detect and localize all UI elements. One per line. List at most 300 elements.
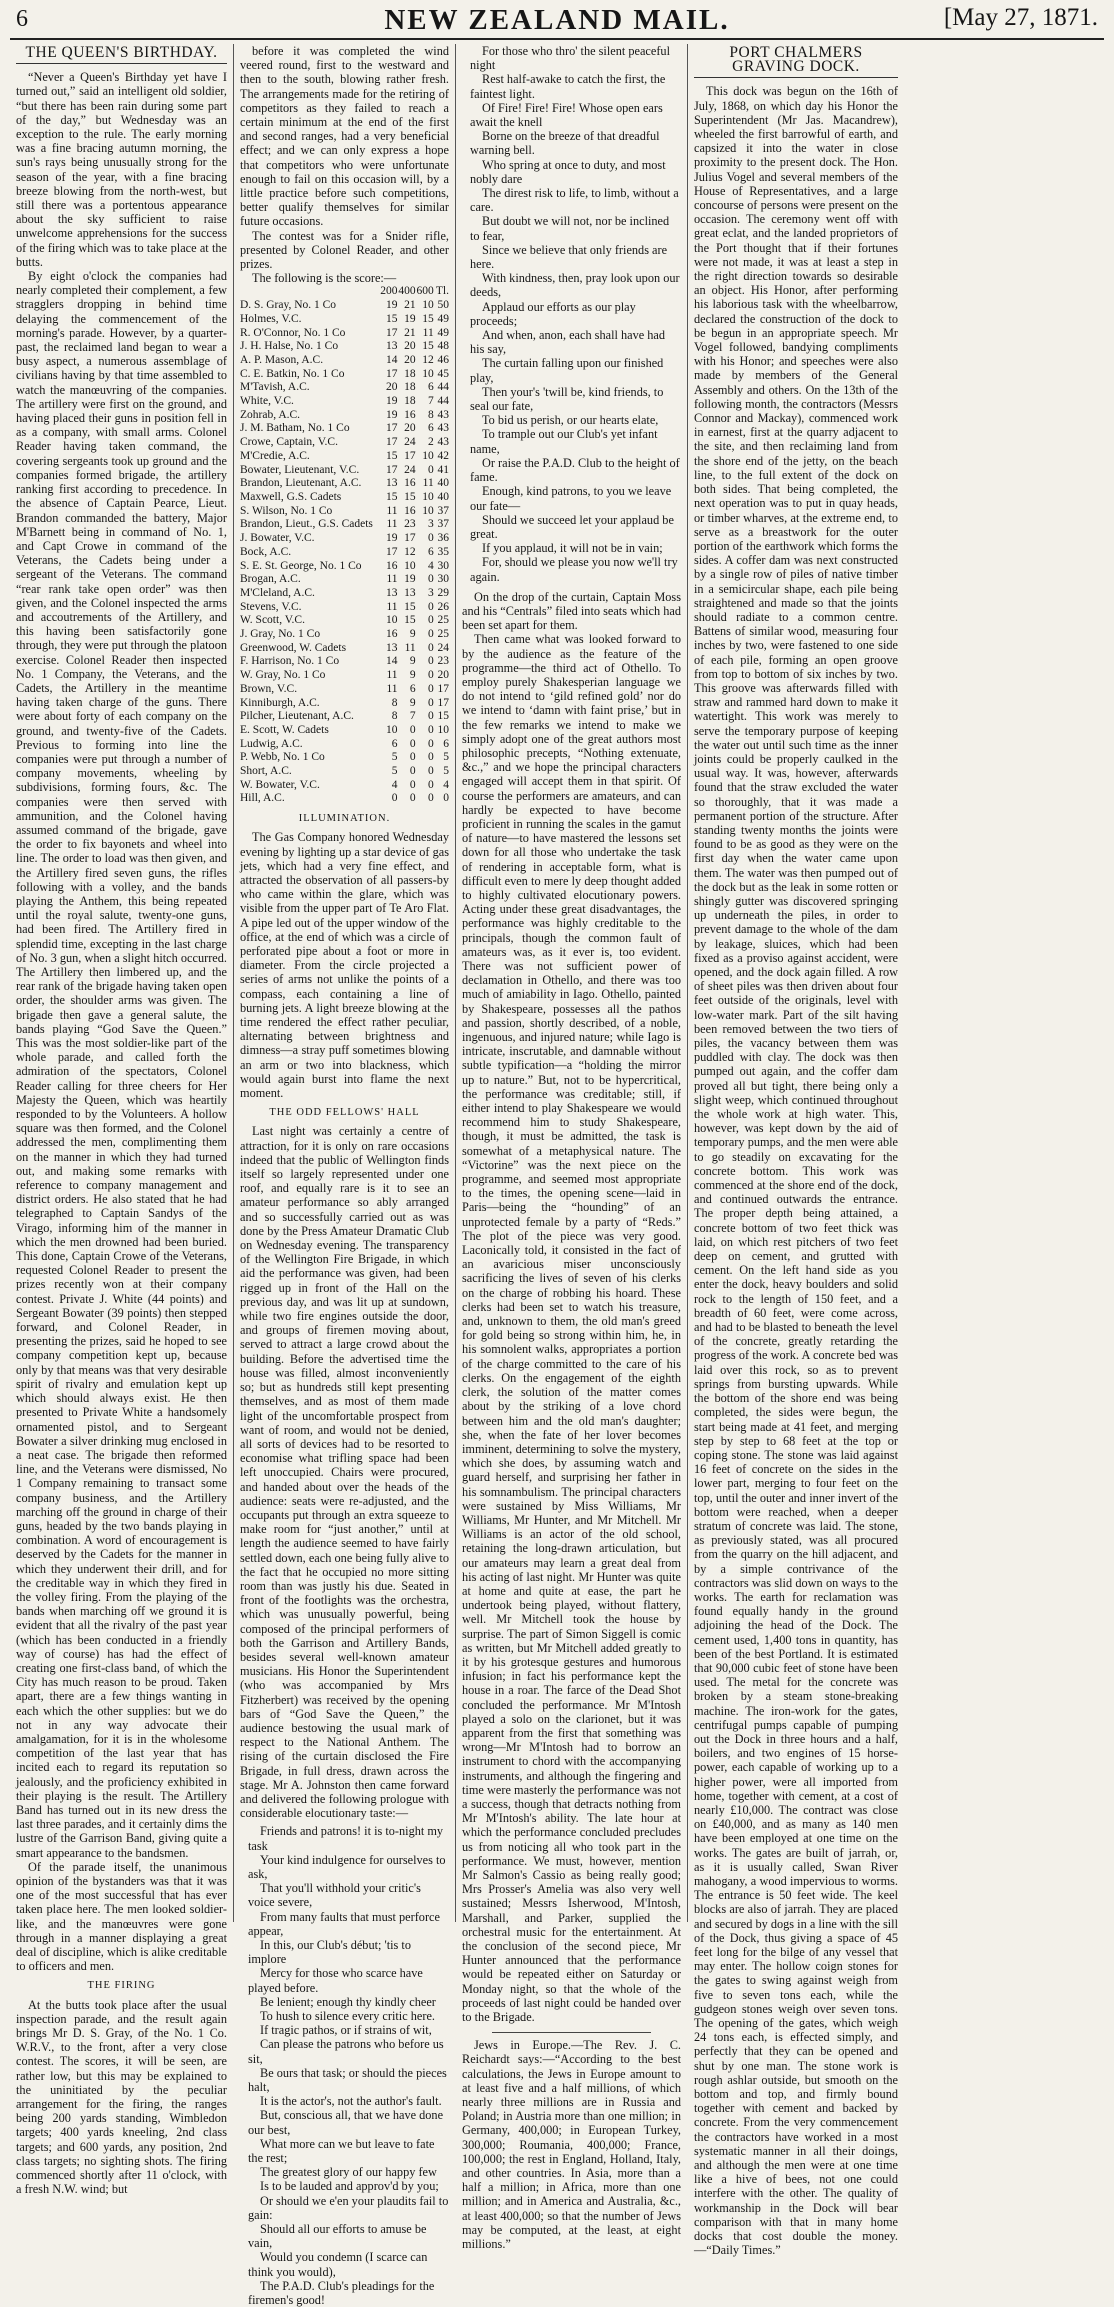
score-cell: 43: [437, 436, 449, 449]
paragraph: This dock was begun on the 16th of July, 1868, on which day his Honor the Superintendent (Mr Jas. Macandrew), wheeled the first barrowful of earth, and capsized it into the water in close proximity to the present dock. The Hon. Julius Vogel and several members of the House of Representatives, and a large concourse of persons were present on the occasion. The ceremony went off with great eclat, and the landed proprietors of the Port thought that if their fortunes were not made, it was at least a step in the right direction towards so desirable an object. His Honor, after performing his laborious task with the wheelbarrow, declared the construction of the dock to be begun in an appropriate speech. Mr Vogel followed, bandying compliments with his Honor; and speeches were also made by members of the General Assembly and others. On the 13th of the following month, the contractors (Messrs Connor and Mackay), commenced work in earnest, first at the quarry adjacent to the site, and then reclaiming land from the shore end of the jetty, on the beach line, to the full extent of the dock on both sides. That being completed, the next operation was to put in quay heads, or timber wharves, at the extreme end, to serve as a breastwork for the outer portion of the earthwork which forms the sides. A coffer dam was next constructed by a single row of piles of native timber in a semicircular shape, each pile being straightened and made so that the joints should radiate to a common centre. Battens of similar wood, measuring four inches by two, were fastened to one side of each pile, forming an open groove from top to bottom of six inches by two. This groove was afterwards filled with straw and rammed hard down to make it watertight. This work was merely to serve the temporary purpose of keeping the water out until such time as the inner joints could be properly caulked in the usual way. It was, however, afterwards found that the straw excluded the water so thoroughly, that it was made a permanent portion of the structure. After standing twenty months the joints were found to be as good as they were on the first day when the water came upon them. The water was then pumped out of the dock but as the leak in some rotten or shingly gutter was discovered springing up underneath the piles, in order to prevent damage to the whole of the dam by leakage, sluices, which had been fixed as a proviso against accident, were opened, and the dock again filled. A row of sheet piles was then driven about four feet outside of the originals, level with low-water mark. Part of the silt having been removed between the two tiers of piles, the vacancy between them was puddled with clay. The dock was then pumped out again, and the coffer dam proved all but tight, there being only a slight weep, which continued throughout the whole work at high water. This, however, was kept down by the aid of temporary pumps, and the men were able to go steadily on excavating for the concrete bottom. This work was commenced at the shore end of the dock, and continued outwards the entrance. The proper depth being attained, a concrete bottom of two feet thick was laid, on which rest pitchers of two feet deep on cement, and grutted with cement. On the left hand side as you enter the dock, heavy boulders and solid rock to the length of 150 feet, and a breadth of 60 feet, were come across, and had to be blasted to beneath the level of the concrete, greatly retarding the progress of the work. A concrete bed was laid over this rock, so as to prevent springs from bursting upwards. While the bottom of the shore end was being completed, the sides were begun, the start being made at 41 feet, and merging step by step to 68 feet at the top or coping stone. The stone was laid against 16 feet of concrete on the sides in the lower part, merging to four feet on the top, until the outer and inner invert of the bottom were reached, when a deeper stratum of concrete was laid. The stone, as previously stated, was all procured from the quarry on the hill adjacent, and by a simple contrivance of the contractors was slid down on ways to the works. The earth for reclamation was found equally handy in the ground adjoining the head of the Dock. The cement used, 1,400 tons in quantity, has been of the best Portland. It is estimated that 90,000 cubic feet of stone have been used. The metal for the concrete was broken by a steam stone-breaking machine. The iron-work for the gates, centrifugal pumps capable of pumping out the Dock in three hours and a half, boilers, and two engines of 15 horse-power, each capable of working up to a higher power, were all imported from home, together with cement, at a cost of nearly £10,000. The contract was close on £40,000, and as many as 140 men have been employed at one time on the works. The gates are built of jarrah, or, as it is usually called, Swan River mahogany, a wood impervious to worms. The entrance is 50 feet wide. The keel blocks are also of jarrah. They are placed and secured by dogs in a line with the sill of the Dock, thus giving a space of 45 feet long for the bilge of any vessel that may enter. The hollow coign stones for the gates to swing against weigh from five to seven tons each, while the gudgeon stones weigh over seven tons. The opening of the gates, which weigh 24 tons each, is effected simply, and perfectly that they can be opened and shut by one man. The stone work is rough ashlar outside, but smooth on the bottom and top, and firmly bound together with cement and backed by concrete. From the very commencement the contractors have worked in a most systematic manner in all their doings, and although the men were at one time like a hive of bees, not one could interfere with the other. The quality of workmanship in the Dock will bear comparison with that in many home docks that cost double the money.—“Daily Times.”: [694, 84, 898, 2258]
table-row: [240, 724, 449, 738]
score-cell: 0: [427, 628, 434, 641]
score-cell: 17: [404, 532, 416, 545]
competitor-name: Greenwood, W. Cadets: [240, 641, 347, 654]
newspaper-title: NEW ZEALAND MAIL.: [384, 4, 730, 36]
oddfellows-heading: THE ODD FELLOWS' HALL: [269, 1107, 420, 1119]
score-cell: 11: [404, 641, 416, 654]
score-cell: 15: [422, 312, 434, 325]
table-row: [240, 628, 449, 642]
score-cell: 19: [404, 573, 416, 586]
score-cell: 12: [422, 353, 434, 366]
score-cell: 19: [404, 312, 416, 325]
score-cell: 0: [427, 778, 434, 791]
competitor-name: Bowater, Lieutenant, V.C.: [240, 463, 360, 476]
illumination-body: [240, 830, 449, 1100]
score-cell: 26: [437, 600, 449, 613]
score-cell: 36: [437, 532, 449, 545]
score-cell: 0: [409, 765, 416, 778]
score-cell: 20: [437, 669, 449, 682]
table-row: [240, 340, 449, 354]
score-column-header: 200: [380, 285, 398, 298]
columns: [10, 44, 1104, 2307]
score-cell: 15: [404, 600, 416, 613]
score-cell: 0: [427, 655, 434, 668]
score-cell: 24: [404, 436, 416, 449]
score-cell: 15: [422, 340, 434, 353]
verse-line: What more can we but leave to fate the rest;: [248, 2136, 435, 2166]
prologue-verses: [240, 1824, 449, 2307]
paragraph: Of the parade itself, the unanimous opinion of the bystanders was that it was one of the most successful that has ever taken place here. The men looked soldier-like, and the manœuvres were gone through in a manner displaying a great deal of discipline, which is alike creditable to officers and men.: [16, 1859, 227, 1974]
score-cell: 19: [386, 299, 398, 312]
score-cell: 19: [386, 532, 398, 545]
issue-date: [May 27, 1871.: [943, 4, 1098, 31]
verse-line: If you applaud, it will not be in vain;: [482, 541, 663, 556]
table-row: [240, 395, 449, 409]
score-cell: 15: [386, 491, 398, 503]
oddfellows-body: [240, 1124, 449, 1820]
score-cell: 14: [386, 655, 398, 668]
verse-line: For those who thro' the silent peaceful night: [470, 44, 670, 73]
competitor-name: W. Bowater, V.C.: [240, 778, 320, 791]
score-cell: 9: [409, 655, 416, 668]
score-cell: 13: [386, 586, 398, 599]
score-cell: 25: [437, 628, 449, 641]
score-cell: 11: [386, 600, 398, 613]
competitor-name: Holmes, V.C.: [240, 312, 302, 325]
verse-line: Borne on the breeze of that dreadful warning bell.: [470, 129, 660, 158]
score-cell: 6: [427, 545, 434, 558]
verse-line: Is to be lauded and approv'd by you;: [260, 2179, 439, 2194]
paragraph: By eight o'clock the companies had nearly completed their complement, a few stragglers dropping in behind time delaying the commencement of the morning's parade. However, by a quarter-past, the reclaimed land began to wear a busy aspect, a numerous assemblage of civilians having by that time assembled to watch the manœuvring of the companies. The artillery were first on the ground, and having placed their guns in position fell in as a company, with small arms. Colonel Reader having taken command, the covering sergeants took up ground and the companies formed brigade, the artillery ranking first according to precedence. In the absence of Captain Pearce, Lieut. Brandon commanded the battery, Major M'Barnett being in command of No. 1, and Capt Crowe in command of the Veterans, the Cadets being under a sergeant of the Veterans. The command “rear rank take open order” was then given, and the Colonel inspected the arms and accoutrements of the Artillery, and this having been satisfactorily gone through, they were put through the platoon exercise. Colonel Reader then inspected No. 1 Company, the Veterans, and the Cadets, the Artillery in the meantime having taken charge of the guns. There were about forty of each company on the ground, and twenty-five of the Cadets. Previous to forming into line the companies were put through a number of company movements, wheeling by subdivisions, forming fours, &c. The companies were then served with ammunition, and the Colonel having assumed command of the brigade, gave the order to fix bayonets and wheel into line. The order to load was then given, and the Artillery fired seven guns, the rifles following with a volley, and the bands playing the Anthem, this being repeated until the royal salute, twenty-one guns, had been fired. The Artillery fired in splendid time, excepting in the last charge of No. 3 gun, when a slight hitch occurred. The Artillery then limbered up, and the rear rank of the brigade having taken open order, the shoulder arms was given. The brigade then gave a general salute, the bands playing “God Save the Queen.” This was the most soldier-like part of the whole parade, and called forth the admiration of the spectators, Colonel Reader calling for three cheers for Her Majesty the Queen, which was heartily responded to by the Volunteers. A hollow square was then formed, and the Colonel addressed the men, complimenting them on the manner in which they had turned out, and making some remarks with reference to company management and district orders. He also stated that he had telegraphed to Captain Sandys of the Virago, informing him of the manner in which the men drowned had been buried. This done, Captain Crowe of the Veterans, requested Colonel Reader to present the prizes recently won at their company contest. Private J. White (44 points) and Sergeant Bowater (39 points) then stepped forward, and Colonel Reader, in presenting the prizes, said he hoped to see company competition kept up, because only by that means was that very desirable spirit of rivalry and emulation kept up which should always exist. He then presented to Private White a handsomely ornamented pistol, and to Sergeant Bowater a silver drinking mug enclosed in a neat case. The brigade then reformed line, and the Veterans were dismissed, No 1 Company remaining to transact some company business, and the Artillery marching off the ground in charge of their guns, headed by the two bands playing in combination. A word of encouragement is deserved by the Cadets for the manner in which they underwent their drill, and for the creditable way in which they fired in the volley firing. From the playing of the bands when marching off we ground it is evident that all the rivalry of the past year (which has been conducted in a friendly way of course) has had the effect of creating one first-class band, of which the City has much reason to be proud. Taken apart, there are a few things wanting in each which the other supplies: but we do not in any way advocate their amalgamation, for it is in the wholesome competition of the last year that has incited each to regard its reputation so jealously, and the proficiency exhibited in their playing is the result. The Artillery Band has turned out in its new dress the last three parades, and it certainly dims the lustre of the Garrison Band, giving quite a smart appearance to the bandsmen.: [16, 269, 227, 1860]
score-cell: 49: [437, 326, 449, 339]
competitor-name: E. Scott, W. Cadets: [240, 723, 329, 736]
verse-line: Should all our efforts to amuse be vain,: [248, 2222, 427, 2251]
score-cell: 10: [386, 723, 398, 736]
score-cell: 0: [427, 751, 434, 764]
verse-line: Who spring at once to duty, and most nobly dare: [470, 157, 666, 186]
score-cell: 17: [437, 696, 449, 709]
competitor-name: A. P. Mason, A.C.: [240, 353, 324, 366]
score-cell: 0: [427, 710, 434, 723]
verse-line: Then your's 'twill be, kind friends, to seal our fate,: [470, 384, 664, 414]
column-2: [234, 44, 456, 2307]
score-cell: 37: [437, 504, 449, 517]
competitor-name: P. Webb, No. 1 Co: [240, 751, 325, 764]
verse-line: Be ours that task; or should the pieces halt,: [248, 2065, 447, 2095]
score-cell: 0: [427, 696, 434, 709]
score-cell: 11: [386, 669, 398, 682]
score-cell: 24: [404, 463, 416, 476]
score-cell: 0: [427, 614, 434, 627]
score-cell: 6: [409, 682, 416, 695]
table-row: [240, 299, 449, 313]
column-3: [456, 44, 688, 2252]
score-cell: 17: [404, 449, 416, 462]
competitor-name: S. E. St. George, No. 1 Co: [240, 559, 362, 572]
score-cell: 8: [391, 710, 398, 723]
table-row: [240, 751, 449, 765]
verse-line: Rest half-awake to catch the first, the faintest light.: [470, 72, 666, 101]
othello-review-body: [462, 590, 681, 2025]
score-cell: 16: [386, 628, 398, 641]
score-cell: 40: [437, 491, 449, 503]
table-row: [240, 779, 449, 793]
score-cell: 17: [386, 436, 398, 449]
table-row: [240, 710, 449, 724]
score-cell: 9: [409, 628, 416, 641]
verse-line: Enough, kind patrons, to you we leave our fate—: [470, 484, 672, 513]
competitor-name: J. H. Halse, No. 1 Co: [240, 340, 339, 353]
verse-line: Should we succeed let your applaud be great.: [470, 512, 674, 541]
paragraph: The following is the score:—: [252, 271, 397, 286]
verse-line: Since we believe that only friends are here.: [470, 242, 668, 272]
column-divider-rule: [492, 2032, 651, 2033]
score-cell: 11: [386, 504, 398, 517]
score-cell: 10: [422, 299, 434, 312]
paragraph: “Never a Queen's Birthday yet have I turned out,” said an intelligent old soldier, “but there has been rain during some part of the day,” but Wednesday was an exception to the rule. The early morning was a fine bracing autumn morning, the sun's rays being unusually strong for the season of the year, with a fine bracing breeze blowing from the north-west, but still there was a portentous appearance about the sky sufficient to raise unwelcome apprehensions for the success of the firing which was to take place at the butts.: [16, 70, 227, 269]
score-cell: 30: [437, 573, 449, 586]
score-cell: 29: [437, 586, 449, 599]
score-table-header: [240, 285, 449, 299]
score-cell: 0: [427, 737, 434, 750]
score-cell: 13: [386, 340, 398, 353]
competitor-name: Brandon, Lieut., G.S. Cadets: [240, 518, 373, 531]
score-cell: 21: [404, 299, 416, 312]
firing-continued-body: [240, 44, 449, 285]
verse-line: The P.A.D. Club's pleadings for the firemen's good!: [248, 2278, 435, 2307]
score-cell: 0: [427, 669, 434, 682]
score-cell: 30: [437, 559, 449, 572]
score-cell: 16: [404, 504, 416, 517]
competitor-name: Pilcher, Lieutenant, A.C.: [240, 710, 354, 723]
graving-dock-heading: PORT CHALMERS GRAVING DOCK.: [694, 46, 898, 78]
competitor-name: Short, A.C.: [240, 765, 292, 778]
verse-line: The direst risk to life, to limb, without a care.: [470, 186, 679, 215]
score-cell: 3: [427, 586, 434, 599]
score-cell: 4: [427, 559, 434, 572]
score-cell: 16: [404, 408, 416, 421]
score-cell: 21: [404, 326, 416, 339]
score-cell: 49: [437, 312, 449, 325]
table-row: [240, 642, 449, 656]
score-cell: 0: [391, 792, 398, 805]
competitor-name: Brown, V.C.: [240, 682, 298, 695]
competitor-name: F. Harrison, No. 1 Co: [240, 655, 340, 668]
score-column-header: 400: [398, 285, 416, 298]
verse-line: And when, anon, each shall have had his say,: [470, 328, 666, 357]
table-row: [240, 368, 449, 382]
competitor-name: Hill, A.C.: [240, 792, 285, 805]
score-cell: 7: [409, 710, 416, 723]
competitor-name: Stevens, V.C.: [240, 600, 302, 613]
score-cell: 3: [427, 518, 434, 531]
score-cell: 17: [386, 367, 398, 380]
verse-line: The curtain falling upon our finished play,: [470, 356, 664, 385]
score-cell: 16: [404, 477, 416, 490]
competitor-name: Kinniburgh, A.C.: [240, 696, 320, 709]
verse-line: Be lenient; enough thy kindly cheer: [260, 1994, 436, 2009]
jews-in-europe-paragraph: Jews in Europe.—The Rev. J. C. Reichardt says:—“According to the best calculations, the Jews in Europe amount to at least five and a half millions, of which nearly three millions are in Russia and Poland; in Austria more than one million; in Germany, 400,000; in European Turkey, 300,000; Roumania, 400,000; France, 100,000; the rest in England, Holland, Italy, and other countries. In Asia, more than a half a million; in Africa, more than one million; and in America and Australia, &c., at least 400,000; so that the number of Jews may be computed, at the least, at eight millions.”: [462, 2038, 681, 2252]
competitor-name: Zohrab, A.C.: [240, 408, 301, 421]
score-cell: 5: [391, 751, 398, 764]
table-row: [240, 614, 449, 628]
table-row: [240, 792, 449, 806]
verse-line: For, should we please you now we'll try again.: [470, 555, 678, 584]
table-row: [240, 532, 449, 546]
score-cell: 14: [386, 353, 398, 366]
table-row: [240, 436, 449, 450]
score-cell: 0: [427, 641, 434, 654]
score-cell: 50: [437, 299, 449, 312]
score-cell: 4: [443, 778, 449, 791]
table-row: [240, 738, 449, 752]
score-cell: 44: [437, 381, 449, 394]
verse-line: With kindness, then, pray look upon our deeds,: [470, 271, 680, 300]
score-cell: 41: [437, 463, 449, 476]
verse-line: That you'll withhold your critic's voice severe,: [248, 1881, 421, 1910]
verse-line: Mercy for those who scarce have played before.: [248, 1966, 423, 1995]
competitor-name: C. E. Batkin, No. 1 Co: [240, 367, 345, 380]
competitor-name: W. Gray, No. 1 Co: [240, 669, 326, 682]
score-cell: 23: [437, 655, 449, 668]
score-cell: 0: [427, 792, 434, 805]
score-cell: 17: [386, 463, 398, 476]
table-row: [240, 655, 449, 669]
score-table-body: [240, 299, 449, 806]
competitor-name: Bock, A.C.: [240, 545, 292, 558]
paragraph: before it was completed the wind veered round, first to the westward and then to the south, blowing rather fresh. The arrangements made for the retiring of competitors as they failed to reach a certain minimum at the end of the first and second ranges, had a very beneficial effect; and we can only express a hope that competitors who were unfortunate enough to fail on this occasion will, by a little practice before such competitions, better qualify themselves for similar future occasions.: [240, 44, 449, 229]
verse-line: From many faults that must perforce appear,: [248, 1909, 440, 1938]
score-cell: 46: [437, 353, 449, 366]
competitor-name: White, V.C.: [240, 395, 294, 408]
firing-body: [16, 1998, 227, 2197]
competitor-name: R. O'Connor, No. 1 Co: [240, 326, 346, 339]
score-cell: 12: [404, 545, 416, 558]
score-cell: 9: [409, 669, 416, 682]
table-row: [240, 381, 449, 395]
competitor-name: D. S. Gray, No. 1 Co: [240, 299, 337, 312]
verse-line: Of Fire! Fire! Fire! Whose open ears await the knell: [470, 100, 663, 130]
score-cell: 0: [427, 600, 434, 613]
score-cell: 20: [404, 422, 416, 435]
score-column-header: 600: [416, 285, 434, 298]
score-cell: 0: [409, 723, 416, 736]
verse-line: Would you condemn (I scarce can think you would),: [248, 2250, 428, 2279]
competitor-name: Brogan, A.C.: [240, 573, 301, 586]
table-row: [240, 409, 449, 423]
score-cell: 48: [437, 340, 449, 353]
score-table: [240, 285, 449, 806]
table-row: [240, 669, 449, 683]
paragraph: Last night was certainly a centre of attraction, for it is only on rare occasions indeed that the public of Wellington finds itself so largely represented under one roof, and equally rare is it to see an amateur performance so ably arranged and so successfully carried out as was done by the Press Amateur Dramatic Club on Wednesday evening. The transparency of the Wellington Fire Brigade, in which aid the performance was given, had been rigged up in front of the Hall on the previous day, and was lit up at sundown, while two fire engines outside the door, and groups of firemen moving about, served to attract a large crowd about the building. Before the advertised time the house was filled, almost inconveniently so; but as hundreds still kept presenting themselves, and as most of them made light of the uncomfortable prospect from want of room, and would not be denied, all sorts of devices had to be resorted to economise what trifling space had been left unoccupied. Chairs were procured, and handed about over the heads of the audience: seats were re-adjusted, and the occupants put through an extra squeeze to make room for “just another,” until at length the audience seemed to have fairly settled down, each one being fully alive to the fact that he occupied no more sitting room than was justly his due. Seated in front of the footlights was the orchestra, which was unusually powerful, being composed of the principal performers of both the Garrison and Artillery Bands, besides several well-known amateur musicians. His Honor the Superintendent (who was accompanied by Mrs Fitzherbert) was received by the opening bars of “God Save the Queen,” the audience bestowing the usual mark of respect to the National Anthem. The rising of the curtain disclosed the Fire Brigade, in full dress, drawn across the stage. Mr A. Johnston then came forward and delivered the following prologue with considerable elocutionary taste:—: [240, 1124, 449, 1821]
verse-line: The greatest glory of our happy few: [260, 2165, 437, 2180]
verse-line: Can please the patrons who before us sit,: [248, 2037, 444, 2066]
score-cell: 23: [404, 518, 416, 531]
queens-birthday-heading: THE QUEEN'S BIRTHDAY.: [16, 46, 227, 64]
score-cell: 8: [391, 696, 398, 709]
score-cell: 44: [437, 395, 449, 408]
competitor-name: M'Tavish, A.C.: [240, 381, 310, 394]
score-cell: 43: [437, 422, 449, 435]
column-1: [10, 44, 234, 2197]
score-cell: 2: [427, 436, 434, 449]
score-cell: 4: [391, 778, 398, 791]
score-cell: 0: [409, 792, 416, 805]
score-cell: 11: [422, 477, 434, 490]
table-row: [240, 601, 449, 615]
competitor-name: W. Scott, V.C.: [240, 614, 305, 627]
competitor-name: J. Gray, No. 1 Co: [240, 628, 321, 641]
score-cell: 0: [409, 751, 416, 764]
page-number: 6: [16, 6, 28, 32]
score-cell: 5: [443, 751, 449, 764]
table-row: [240, 546, 449, 560]
score-cell: 20: [386, 381, 398, 394]
score-cell: 11: [386, 573, 398, 586]
score-cell: 13: [404, 586, 416, 599]
table-row: [240, 464, 449, 478]
score-cell: 20: [404, 340, 416, 353]
score-cell: 7: [427, 395, 434, 408]
prologue-continued-verses: [462, 44, 681, 584]
score-cell: 10: [422, 504, 434, 517]
score-cell: 10: [386, 614, 398, 627]
score-cell: 13: [386, 477, 398, 490]
verse-line: If tragic pathos, or if strains of wit,: [260, 2023, 432, 2038]
verse-line: Or should we e'en your plaudits fail to gain:: [248, 2193, 449, 2222]
score-cell: 11: [386, 682, 398, 695]
verse-line: To trample out our Club's yet infant name,: [470, 427, 658, 456]
competitor-name: J. M. Batham, No. 1 Co: [240, 422, 350, 435]
score-cell: 6: [443, 737, 449, 750]
score-cell: 13: [386, 641, 398, 654]
score-cell: 17: [386, 422, 398, 435]
score-cell: 18: [404, 381, 416, 394]
score-column-header: [240, 285, 379, 299]
score-cell: 15: [386, 449, 398, 462]
score-cell: 10: [437, 723, 449, 736]
competitor-name: M'Credie, A.C.: [240, 449, 310, 462]
score-cell: 10: [422, 491, 434, 503]
score-cell: 0: [427, 463, 434, 476]
verse-line: To hush to silence every critic here.: [260, 2009, 435, 2024]
score-cell: 0: [427, 682, 434, 695]
score-cell: 17: [386, 545, 398, 558]
table-row: [240, 505, 449, 519]
verse-line: Applaud our efforts as our play proceeds;: [470, 299, 636, 328]
masthead: [10, 4, 1104, 40]
score-cell: 18: [404, 395, 416, 408]
table-row: [240, 491, 449, 505]
competitor-name: Crowe, Captain, V.C.: [240, 436, 338, 449]
paragraph: Then came what was looked forward to by the audience as the feature of the programme—the third act of Othello. To employ purely Shakesperian language we do not intend to ‘gild refined gold’ nor do we intend to ‘damn with faint prise,’ but in the few remarks we intend to make we simply adopt one of the great authors most philosophic precepts, “Nothing extenuate, &c.,” and we hope the principal characters engaged will accept them in that spirit. Of course the performers are amateurs, and can hardly be expected to have become proficient in running the scales in the gamut of nature—to have mastered the lessons set down for all those who undertake the task of rendering in acceptable form, what is difficult even to mere ly deep thought added to highly cultivated elocutionary powers. Acting under these great disadvantages, the performance was highly creditable to the principals, though the common fault of amateurs was, as it ever is, too evident. There was not sufficient power of declamation in Othello, and there was too much of amiability in Iago. Othello, painted by Shakespeare, possesses all the pathos and passion, shortly described, of a noble, ingenuous, and injured nature; while Iago is intricate, inscrutable, and damnable without subtle typification—a “holding the mirror up to nature.” But, not to be hypercritical, the performance was creditable; still, if either intend to play Shakespeare we would recommend him to study Shakespeare, though, it must be admitted, the task is somewhat of a metaphysical nature. The “Victorine” was the next piece on the programme, and seemed most appropriate to the times, the opening scene—laid in Paris—being the “hounding” of an unprotected female by a party of “Reds.” The plot of the piece was very good. Laconically told, it consisted in the fact of an avaricious miser unconsciously sacrificing the lives of seven of his clerks on the charge of robbing his hoard. These clerks had been set to watch his treasure, and, unknown to them, the old man's greed for gold being so strong within him, he, in his somnolent walks, appropriates a portion of the charge committed to the care of his clerks. On the engagement of the eighth clerk, the solution of the matter comes about by the striking of a love chord between him and the old man's daughter; she, when the fate of her lover becomes imminent, determining to solve the mystery, which she does, by assuming watch and guard herself, and surprising her father in his somnambulism. The principal characters were sustained by Miss Williams, Mr Williams, Mr Hunter, and Mr Mitchell. Mr Williams is an actor of the old school, retaining the long-drawn articulation, but our amateurs may learn a great deal from his acting of last night. Mr Hunter was quite at home and quite at ease, the part he undertook being played, without flattery, well. Mr Mitchell took the house by surprise. The part of Simon Siggell is comic as written, but Mr Mitchell added greatly to it by his grotesque gestures and humorous infusion; in fact his performance kept the house in a roar. The farce of the Dead Shot concluded the performance. Mr M'Intosh played a solo on the clarionet, but it was apparent from the first that something was wrong—Mr M'Intosh had to borrow an instrument to chord with the accompanying instruments, and although the fingering and time were masterly the performance was not a success, though that detracts nothing from Mr M'Intosh's ability. The late hour at which the performance concluded precludes us from noticing all who took part in the performance. We must, however, mention Mr Salmon's Cassio as being really good; Mrs Prosser's Amelia was also very well sustained; Messrs Isherwood, M'Intosh, Marshall, and Parker, supplied the orchestral music for the entertainment. At the conclusion of the second piece, Mr Hunter announced that the performance would be repeated either on Saturday or Monday night, so that the whole of the proceeds of last night could be handed over to the Brigade.: [462, 632, 681, 2025]
score-column-header: Tl.: [435, 285, 449, 298]
score-cell: 37: [437, 518, 449, 531]
score-cell: 0: [427, 532, 434, 545]
score-cell: 43: [437, 408, 449, 421]
table-row: [240, 587, 449, 601]
score-cell: 25: [437, 614, 449, 627]
verse-line: Friends and patrons! it is to-night my task: [248, 1824, 444, 1853]
competitor-name: J. Bowater, V.C.: [240, 532, 315, 545]
verse-line: Your kind indulgence for ourselves to ask,: [248, 1852, 446, 1881]
score-cell: 0: [427, 765, 434, 778]
score-cell: 20: [404, 353, 416, 366]
score-cell: 0: [427, 723, 434, 736]
illumination-heading: ILLUMINATION.: [298, 813, 391, 825]
score-cell: 8: [427, 408, 434, 421]
verse-line: Or raise the P.A.D. Club to the height of fame.: [470, 455, 680, 485]
score-cell: 15: [404, 491, 416, 503]
score-cell: 5: [391, 765, 398, 778]
score-cell: 18: [404, 367, 416, 380]
table-row: [240, 327, 449, 341]
verse-line: But, conscious all, that we have done our best,: [248, 2108, 444, 2137]
table-row: [240, 683, 449, 697]
score-cell: 45: [437, 367, 449, 380]
competitor-name: S. Wilson, No. 1 Co: [240, 504, 333, 517]
paragraph: On the drop of the curtain, Captain Moss and his “Centrals” filed into seats which had been set apart for them.: [462, 589, 681, 633]
table-row: [240, 313, 449, 327]
score-cell: 16: [386, 559, 398, 572]
score-cell: 10: [422, 367, 434, 380]
score-cell: 40: [437, 477, 449, 490]
competitor-name: Maxwell, G.S. Cadets: [240, 491, 342, 503]
competitor-name: M'Cleland, A.C.: [240, 586, 315, 599]
verse-line: But doubt we will not, nor be inclined to fear,: [470, 214, 670, 243]
verse-line: In this, our Club's début; 'tis to implore: [248, 1938, 411, 1967]
table-row: [240, 765, 449, 779]
score-cell: 6: [427, 381, 434, 394]
table-row: [240, 560, 449, 574]
paragraph: The Gas Company honored Wednesday evening by lighting up a star device of gas jets, which had a very fine effect, and attracted the observation of all passers-by who came within the glare, which was visible from the upper part of Te Aro Flat. A pipe led out of the upper window of the office, at the end of which was a circle of perforated pipe about a foot or more in diameter. From the circle projected a series of arms not unlike the points of a compass, each containing a line of burning jets. A light breeze blowing at the time rendered the effect rather peculiar, alternating between brightness and dimness—a stray puff sometimes blowing an arm or two into blackness, which would again burst into flame the next moment.: [240, 830, 449, 1101]
competitor-name: Ludwig, A.C.: [240, 737, 303, 750]
score-cell: 6: [391, 737, 398, 750]
score-cell: 17: [386, 326, 398, 339]
score-cell: 10: [422, 449, 434, 462]
competitor-name: Brandon, Lieutenant, A.C.: [240, 477, 362, 490]
score-cell: 11: [386, 518, 398, 531]
table-row: [240, 354, 449, 368]
firing-heading: THE FIRING: [87, 1980, 156, 1992]
verse-line: To bid us perish, or our hearts elate,: [482, 413, 659, 428]
score-cell: 15: [404, 614, 416, 627]
table-row: [240, 422, 449, 436]
paragraph: The contest was for a Snider rifle, presented by Colonel Reader, and other prizes.: [240, 228, 449, 272]
score-cell: 19: [386, 395, 398, 408]
score-cell: 6: [427, 422, 434, 435]
score-cell: 35: [437, 545, 449, 558]
table-row: [240, 573, 449, 587]
score-cell: 19: [386, 408, 398, 421]
queens-birthday-body: [16, 70, 227, 1973]
verse-line: It is the actor's, not the author's fault.: [260, 2094, 442, 2109]
score-cell: 10: [404, 559, 416, 572]
table-row: [240, 477, 449, 491]
score-cell: 15: [437, 710, 449, 723]
table-row: [240, 518, 449, 532]
score-cell: 0: [427, 573, 434, 586]
score-cell: 0: [443, 792, 449, 805]
score-cell: 42: [437, 449, 449, 462]
table-row: [240, 697, 449, 711]
column-4: [688, 44, 904, 2258]
score-cell: 24: [437, 641, 449, 654]
score-cell: 15: [386, 312, 398, 325]
score-cell: 0: [409, 778, 416, 791]
score-cell: 17: [437, 682, 449, 695]
